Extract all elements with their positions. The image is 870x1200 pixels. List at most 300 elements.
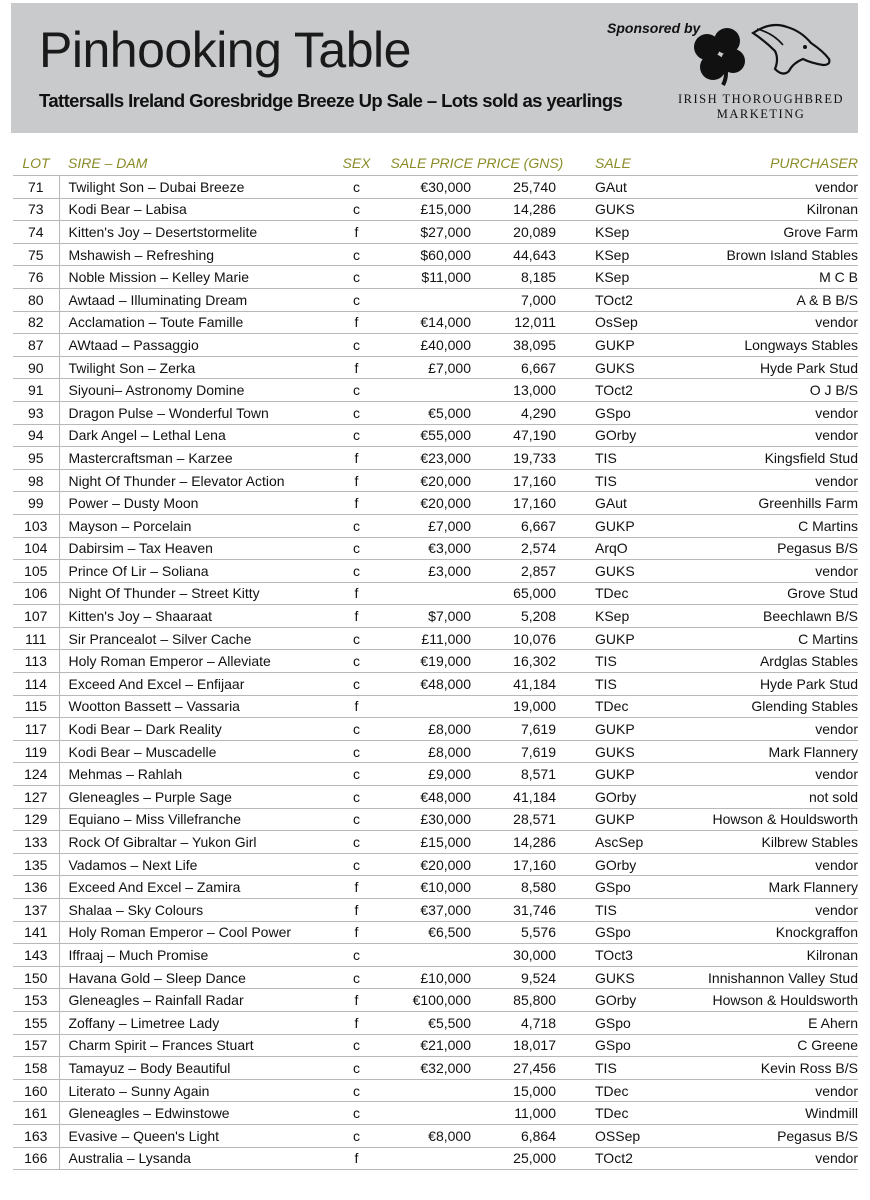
price-gns-cell: 25,000	[477, 1147, 562, 1170]
sire-dam-cell: Wootton Bassett – Vassaria	[59, 695, 329, 718]
sale-cell: GAut	[562, 176, 672, 199]
sire-dam-cell: Night Of Thunder – Street Kitty	[59, 582, 329, 605]
table-row	[13, 1102, 858, 1125]
sale-price-cell: €8,000	[384, 1124, 477, 1147]
price-gns-cell: 15,000	[477, 1079, 562, 1102]
sex-cell: f	[329, 899, 384, 922]
sale-cell: GOrby	[562, 853, 672, 876]
table-row	[13, 853, 858, 876]
sex-cell: c	[329, 560, 384, 583]
sale-price-cell: €48,000	[384, 673, 477, 696]
table-row	[13, 243, 858, 266]
sex-cell: c	[329, 627, 384, 650]
price-gns-cell: 11,000	[477, 1102, 562, 1125]
lot-cell: 71	[13, 176, 59, 199]
purchaser-cell: vendor	[672, 899, 858, 922]
lot-cell: 105	[13, 560, 59, 583]
sex-cell: c	[329, 673, 384, 696]
sale-cell: GUKP	[562, 808, 672, 831]
sale-cell: TOct2	[562, 379, 672, 402]
sire-dam-cell: Mehmas – Rahlah	[59, 763, 329, 786]
sale-price-cell	[384, 582, 477, 605]
sire-dam-cell: Australia – Lysanda	[59, 1147, 329, 1170]
sire-dam-cell: Twilight Son – Zerka	[59, 356, 329, 379]
lot-cell: 143	[13, 944, 59, 967]
sex-cell: c	[329, 401, 384, 424]
purchaser-cell: Howson & Houldsworth	[672, 989, 858, 1012]
price-gns-cell: 10,076	[477, 627, 562, 650]
table-row	[13, 1124, 858, 1147]
sex-cell: c	[329, 424, 384, 447]
purchaser-cell: Hyde Park Stud	[672, 356, 858, 379]
sale-cell: GSpo	[562, 921, 672, 944]
sex-cell: c	[329, 537, 384, 560]
table-row	[13, 198, 858, 221]
price-gns-cell: 8,571	[477, 763, 562, 786]
price-gns-cell: 28,571	[477, 808, 562, 831]
price-gns-cell: 6,864	[477, 1124, 562, 1147]
sale-cell: TIS	[562, 650, 672, 673]
price-gns-cell: 19,733	[477, 447, 562, 470]
lot-cell: 135	[13, 853, 59, 876]
sire-dam-cell: Acclamation – Toute Famille	[59, 311, 329, 334]
lot-cell: 127	[13, 786, 59, 809]
sex-cell: c	[329, 334, 384, 357]
purchaser-cell: not sold	[672, 786, 858, 809]
lot-cell: 91	[13, 379, 59, 402]
sale-price-cell: €5,500	[384, 1011, 477, 1034]
sale-price-cell: €6,500	[384, 921, 477, 944]
price-gns-cell: 5,208	[477, 605, 562, 628]
sale-cell: GUKP	[562, 763, 672, 786]
sex-cell: c	[329, 740, 384, 763]
sire-dam-cell: Kitten's Joy – Shaaraat	[59, 605, 329, 628]
sale-price-cell: $11,000	[384, 266, 477, 289]
sale-price-cell	[384, 1102, 477, 1125]
sale-cell: TDec	[562, 1102, 672, 1125]
sale-price-cell: €5,000	[384, 401, 477, 424]
sire-dam-cell: Iffraaj – Much Promise	[59, 944, 329, 967]
sire-dam-cell: Mastercraftsman – Karzee	[59, 447, 329, 470]
sale-price-cell: €23,000	[384, 447, 477, 470]
sire-dam-cell: Mayson – Porcelain	[59, 514, 329, 537]
price-gns-cell: 6,667	[477, 356, 562, 379]
sex-cell: f	[329, 921, 384, 944]
shamrock-horse-logo-icon	[683, 19, 833, 87]
sire-dam-cell: Exceed And Excel – Enfijaar	[59, 673, 329, 696]
table-row	[13, 469, 858, 492]
table-row	[13, 899, 858, 922]
table-row	[13, 605, 858, 628]
sex-cell: c	[329, 831, 384, 854]
page-subtitle: Tattersalls Ireland Goresbridge Breeze Up Sale – Lots sold as yearlings	[39, 90, 623, 111]
sire-dam-cell: Holy Roman Emperor – Cool Power	[59, 921, 329, 944]
sale-price-cell: $27,000	[384, 221, 477, 244]
lot-cell: 82	[13, 311, 59, 334]
table-row	[13, 1147, 858, 1170]
sire-dam-cell: Equiano – Miss Villefranche	[59, 808, 329, 831]
sex-cell: c	[329, 266, 384, 289]
sex-cell: c	[329, 808, 384, 831]
table-row	[13, 1079, 858, 1102]
sale-cell: GUKS	[562, 198, 672, 221]
column-header-sire-dam: SIRE – DAM	[68, 155, 148, 171]
table-row	[13, 176, 858, 199]
table-row	[13, 424, 858, 447]
sex-cell: f	[329, 582, 384, 605]
sire-dam-cell: AWtaad – Passaggio	[59, 334, 329, 357]
price-gns-cell: 25,740	[477, 176, 562, 199]
sire-dam-cell: Kodi Bear – Dark Reality	[59, 718, 329, 741]
sale-price-cell: £8,000	[384, 740, 477, 763]
lot-cell: 106	[13, 582, 59, 605]
price-gns-cell: 8,185	[477, 266, 562, 289]
sale-price-cell: £7,000	[384, 356, 477, 379]
sale-cell: GUKS	[562, 560, 672, 583]
table-header-row	[13, 151, 858, 176]
sex-cell: f	[329, 695, 384, 718]
sex-cell: f	[329, 311, 384, 334]
sire-dam-cell: Gleneagles – Edwinstowe	[59, 1102, 329, 1125]
price-gns-cell: 17,160	[477, 492, 562, 515]
sire-dam-cell: Holy Roman Emperor – Alleviate	[59, 650, 329, 673]
sale-price-cell: €20,000	[384, 492, 477, 515]
lot-cell: 75	[13, 243, 59, 266]
price-gns-cell: 4,290	[477, 401, 562, 424]
lot-cell: 93	[13, 401, 59, 424]
sale-price-cell: £7,000	[384, 514, 477, 537]
sale-price-cell	[384, 379, 477, 402]
sex-cell: f	[329, 605, 384, 628]
price-gns-cell: 2,857	[477, 560, 562, 583]
purchaser-cell: vendor	[672, 1147, 858, 1170]
sire-dam-cell: Mshawish – Refreshing	[59, 243, 329, 266]
table-row	[13, 379, 858, 402]
purchaser-cell: vendor	[672, 176, 858, 199]
table-row	[13, 401, 858, 424]
lot-cell: 87	[13, 334, 59, 357]
price-gns-cell: 17,160	[477, 469, 562, 492]
purchaser-cell: Howson & Houldsworth	[672, 808, 858, 831]
lot-cell: 111	[13, 627, 59, 650]
purchaser-cell: vendor	[672, 853, 858, 876]
lot-cell: 113	[13, 650, 59, 673]
lot-cell: 94	[13, 424, 59, 447]
column-header-sex: SEX	[342, 155, 371, 171]
sex-cell: f	[329, 221, 384, 244]
purchaser-cell: vendor	[672, 560, 858, 583]
sale-price-cell	[384, 288, 477, 311]
sale-cell: GUKP	[562, 718, 672, 741]
price-gns-cell: 65,000	[477, 582, 562, 605]
sex-cell: f	[329, 989, 384, 1012]
lot-cell: 137	[13, 899, 59, 922]
purchaser-cell: Beechlawn B/S	[672, 605, 858, 628]
sex-cell: c	[329, 944, 384, 967]
purchaser-cell: M C B	[672, 266, 858, 289]
sale-cell: KSep	[562, 605, 672, 628]
sire-dam-cell: Evasive – Queen's Light	[59, 1124, 329, 1147]
lot-cell: 133	[13, 831, 59, 854]
sale-cell: ArqO	[562, 537, 672, 560]
purchaser-cell: Brown Island Stables	[672, 243, 858, 266]
lot-cell: 153	[13, 989, 59, 1012]
sex-cell: f	[329, 1011, 384, 1034]
price-gns-cell: 7,619	[477, 740, 562, 763]
lot-cell: 73	[13, 198, 59, 221]
purchaser-cell: A & B B/S	[672, 288, 858, 311]
table-row	[13, 356, 858, 379]
sale-price-cell: €3,000	[384, 537, 477, 560]
sale-cell: GUKS	[562, 966, 672, 989]
price-gns-cell: 27,456	[477, 1057, 562, 1080]
sale-price-cell: €20,000	[384, 853, 477, 876]
table-row	[13, 1057, 858, 1080]
price-gns-cell: 16,302	[477, 650, 562, 673]
sale-price-cell: €48,000	[384, 786, 477, 809]
purchaser-cell: vendor	[672, 718, 858, 741]
price-gns-cell: 9,524	[477, 966, 562, 989]
sire-dam-cell: Power – Dusty Moon	[59, 492, 329, 515]
sponsor-name-line2: MARKETING	[716, 107, 806, 121]
sire-dam-cell: Gleneagles – Purple Sage	[59, 786, 329, 809]
table-row	[13, 921, 858, 944]
sire-dam-cell: Siyouni– Astronomy Domine	[59, 379, 329, 402]
purchaser-cell: Ardglas Stables	[672, 650, 858, 673]
lot-cell: 103	[13, 514, 59, 537]
sex-cell: f	[329, 469, 384, 492]
purchaser-cell: Mark Flannery	[672, 876, 858, 899]
sex-cell: f	[329, 447, 384, 470]
sire-dam-cell: Kodi Bear – Muscadelle	[59, 740, 329, 763]
lot-cell: 119	[13, 740, 59, 763]
sex-cell: c	[329, 288, 384, 311]
lot-cell: 80	[13, 288, 59, 311]
lot-cell: 157	[13, 1034, 59, 1057]
sire-dam-cell: Night Of Thunder – Elevator Action	[59, 469, 329, 492]
table-row	[13, 582, 858, 605]
table-row	[13, 514, 858, 537]
sale-cell: AscSep	[562, 831, 672, 854]
sale-price-cell: €20,000	[384, 469, 477, 492]
lot-cell: 150	[13, 966, 59, 989]
lot-cell: 163	[13, 1124, 59, 1147]
sale-price-cell: £10,000	[384, 966, 477, 989]
sponsor-name-line1: IRISH THOROUGHBRED	[677, 92, 844, 106]
purchaser-cell: vendor	[672, 469, 858, 492]
table-row	[13, 627, 858, 650]
purchaser-cell: Windmill	[672, 1102, 858, 1125]
table-row	[13, 831, 858, 854]
sex-cell: c	[329, 379, 384, 402]
lot-cell: 158	[13, 1057, 59, 1080]
sale-price-cell: £3,000	[384, 560, 477, 583]
lot-cell: 136	[13, 876, 59, 899]
price-gns-cell: 44,643	[477, 243, 562, 266]
sex-cell: f	[329, 356, 384, 379]
sale-price-cell: £15,000	[384, 198, 477, 221]
sale-cell: TDec	[562, 582, 672, 605]
table-row	[13, 763, 858, 786]
purchaser-cell: E Ahern	[672, 1011, 858, 1034]
sale-cell: TDec	[562, 1079, 672, 1102]
sponsor-name	[666, 92, 856, 122]
sale-price-cell	[384, 1079, 477, 1102]
sex-cell: c	[329, 718, 384, 741]
sale-price-cell: $7,000	[384, 605, 477, 628]
sex-cell: c	[329, 198, 384, 221]
sale-price-cell: €10,000	[384, 876, 477, 899]
table-row	[13, 560, 858, 583]
sale-price-cell: €32,000	[384, 1057, 477, 1080]
table-row	[13, 808, 858, 831]
table-row	[13, 650, 858, 673]
price-gns-cell: 14,286	[477, 831, 562, 854]
purchaser-cell: vendor	[672, 1079, 858, 1102]
column-header-sale-price: SALE PRICE	[390, 155, 473, 171]
sale-price-cell	[384, 1147, 477, 1170]
sale-cell: GSpo	[562, 1011, 672, 1034]
price-gns-cell: 47,190	[477, 424, 562, 447]
sale-cell: GSpo	[562, 401, 672, 424]
purchaser-cell: vendor	[672, 401, 858, 424]
price-gns-cell: 41,184	[477, 786, 562, 809]
sire-dam-cell: Zoffany – Limetree Lady	[59, 1011, 329, 1034]
sale-cell: KSep	[562, 221, 672, 244]
table-row	[13, 1034, 858, 1057]
table-row	[13, 221, 858, 244]
sale-cell: GOrby	[562, 786, 672, 809]
purchaser-cell: Kilronan	[672, 944, 858, 967]
sale-price-cell: €30,000	[384, 176, 477, 199]
price-gns-cell: 38,095	[477, 334, 562, 357]
pinhooking-table	[13, 151, 858, 1170]
lot-cell: 117	[13, 718, 59, 741]
sire-dam-cell: Dabirsim – Tax Heaven	[59, 537, 329, 560]
sire-dam-cell: Exceed And Excel – Zamira	[59, 876, 329, 899]
column-header-sale: SALE	[595, 155, 631, 171]
sale-price-cell: £9,000	[384, 763, 477, 786]
purchaser-cell: Kevin Ross B/S	[672, 1057, 858, 1080]
sale-cell: OsSep	[562, 311, 672, 334]
lot-cell: 129	[13, 808, 59, 831]
sex-cell: c	[329, 1124, 384, 1147]
pinhooking-table-container	[13, 151, 858, 1170]
purchaser-cell: vendor	[672, 424, 858, 447]
price-gns-cell: 4,718	[477, 1011, 562, 1034]
sale-cell: KSep	[562, 243, 672, 266]
purchaser-cell: Mark Flannery	[672, 740, 858, 763]
column-header-price-gns: PRICE (GNS)	[477, 155, 564, 171]
sale-cell: TDec	[562, 695, 672, 718]
purchaser-cell: C Martins	[672, 627, 858, 650]
sire-dam-cell: Kitten's Joy – Desertstormelite	[59, 221, 329, 244]
lot-cell: 161	[13, 1102, 59, 1125]
sale-cell: GSpo	[562, 1034, 672, 1057]
lot-cell: 98	[13, 469, 59, 492]
sale-price-cell: £15,000	[384, 831, 477, 854]
table-row	[13, 989, 858, 1012]
purchaser-cell: vendor	[672, 311, 858, 334]
lot-cell: 114	[13, 673, 59, 696]
table-body	[13, 176, 858, 1170]
sire-dam-cell: Shalaa – Sky Colours	[59, 899, 329, 922]
sire-dam-cell: Kodi Bear – Labisa	[59, 198, 329, 221]
price-gns-cell: 31,746	[477, 899, 562, 922]
table-row	[13, 718, 858, 741]
table-row	[13, 1011, 858, 1034]
sire-dam-cell: Gleneagles – Rainfall Radar	[59, 989, 329, 1012]
purchaser-cell: C Greene	[672, 1034, 858, 1057]
price-gns-cell: 13,000	[477, 379, 562, 402]
sale-price-cell: €55,000	[384, 424, 477, 447]
sale-cell: GUKS	[562, 740, 672, 763]
purchaser-cell: Kingsfield Stud	[672, 447, 858, 470]
sire-dam-cell: Twilight Son – Dubai Breeze	[59, 176, 329, 199]
purchaser-cell: vendor	[672, 763, 858, 786]
sire-dam-cell: Vadamos – Next Life	[59, 853, 329, 876]
sale-price-cell: £8,000	[384, 718, 477, 741]
sex-cell: c	[329, 243, 384, 266]
sale-cell: GUKS	[562, 356, 672, 379]
price-gns-cell: 5,576	[477, 921, 562, 944]
lot-cell: 107	[13, 605, 59, 628]
price-gns-cell: 7,000	[477, 288, 562, 311]
price-gns-cell: 85,800	[477, 989, 562, 1012]
sale-cell: TOct2	[562, 1147, 672, 1170]
price-gns-cell: 8,580	[477, 876, 562, 899]
sire-dam-cell: Literato – Sunny Again	[59, 1079, 329, 1102]
lot-cell: 155	[13, 1011, 59, 1034]
price-gns-cell: 7,619	[477, 718, 562, 741]
table-row	[13, 673, 858, 696]
sale-cell: TIS	[562, 1057, 672, 1080]
lot-cell: 124	[13, 763, 59, 786]
sex-cell: c	[329, 763, 384, 786]
price-gns-cell: 14,286	[477, 198, 562, 221]
sale-price-cell: €19,000	[384, 650, 477, 673]
sale-cell: TOct2	[562, 288, 672, 311]
table-row	[13, 537, 858, 560]
sale-cell: OSSep	[562, 1124, 672, 1147]
lot-cell: 141	[13, 921, 59, 944]
table-row	[13, 311, 858, 334]
sex-cell: c	[329, 650, 384, 673]
sire-dam-cell: Tamayuz – Body Beautiful	[59, 1057, 329, 1080]
purchaser-cell: Knockgraffon	[672, 921, 858, 944]
purchaser-cell: Glending Stables	[672, 695, 858, 718]
table-row	[13, 334, 858, 357]
purchaser-cell: O J B/S	[672, 379, 858, 402]
table-row	[13, 944, 858, 967]
sire-dam-cell: Rock Of Gibraltar – Yukon Girl	[59, 831, 329, 854]
sale-price-cell	[384, 944, 477, 967]
price-gns-cell: 18,017	[477, 1034, 562, 1057]
purchaser-cell: Greenhills Farm	[672, 492, 858, 515]
sale-cell: GUKP	[562, 514, 672, 537]
purchaser-cell: Pegasus B/S	[672, 1124, 858, 1147]
sale-cell: TIS	[562, 899, 672, 922]
sponsored-by-label: Sponsored by	[607, 20, 701, 36]
sale-price-cell: €100,000	[384, 989, 477, 1012]
purchaser-cell: C Martins	[672, 514, 858, 537]
sale-cell: GUKP	[562, 334, 672, 357]
purchaser-cell: Innishannon Valley Stud	[672, 966, 858, 989]
sale-cell: TIS	[562, 469, 672, 492]
sale-cell: GSpo	[562, 876, 672, 899]
sale-price-cell: £11,000	[384, 627, 477, 650]
purchaser-cell: Kilronan	[672, 198, 858, 221]
